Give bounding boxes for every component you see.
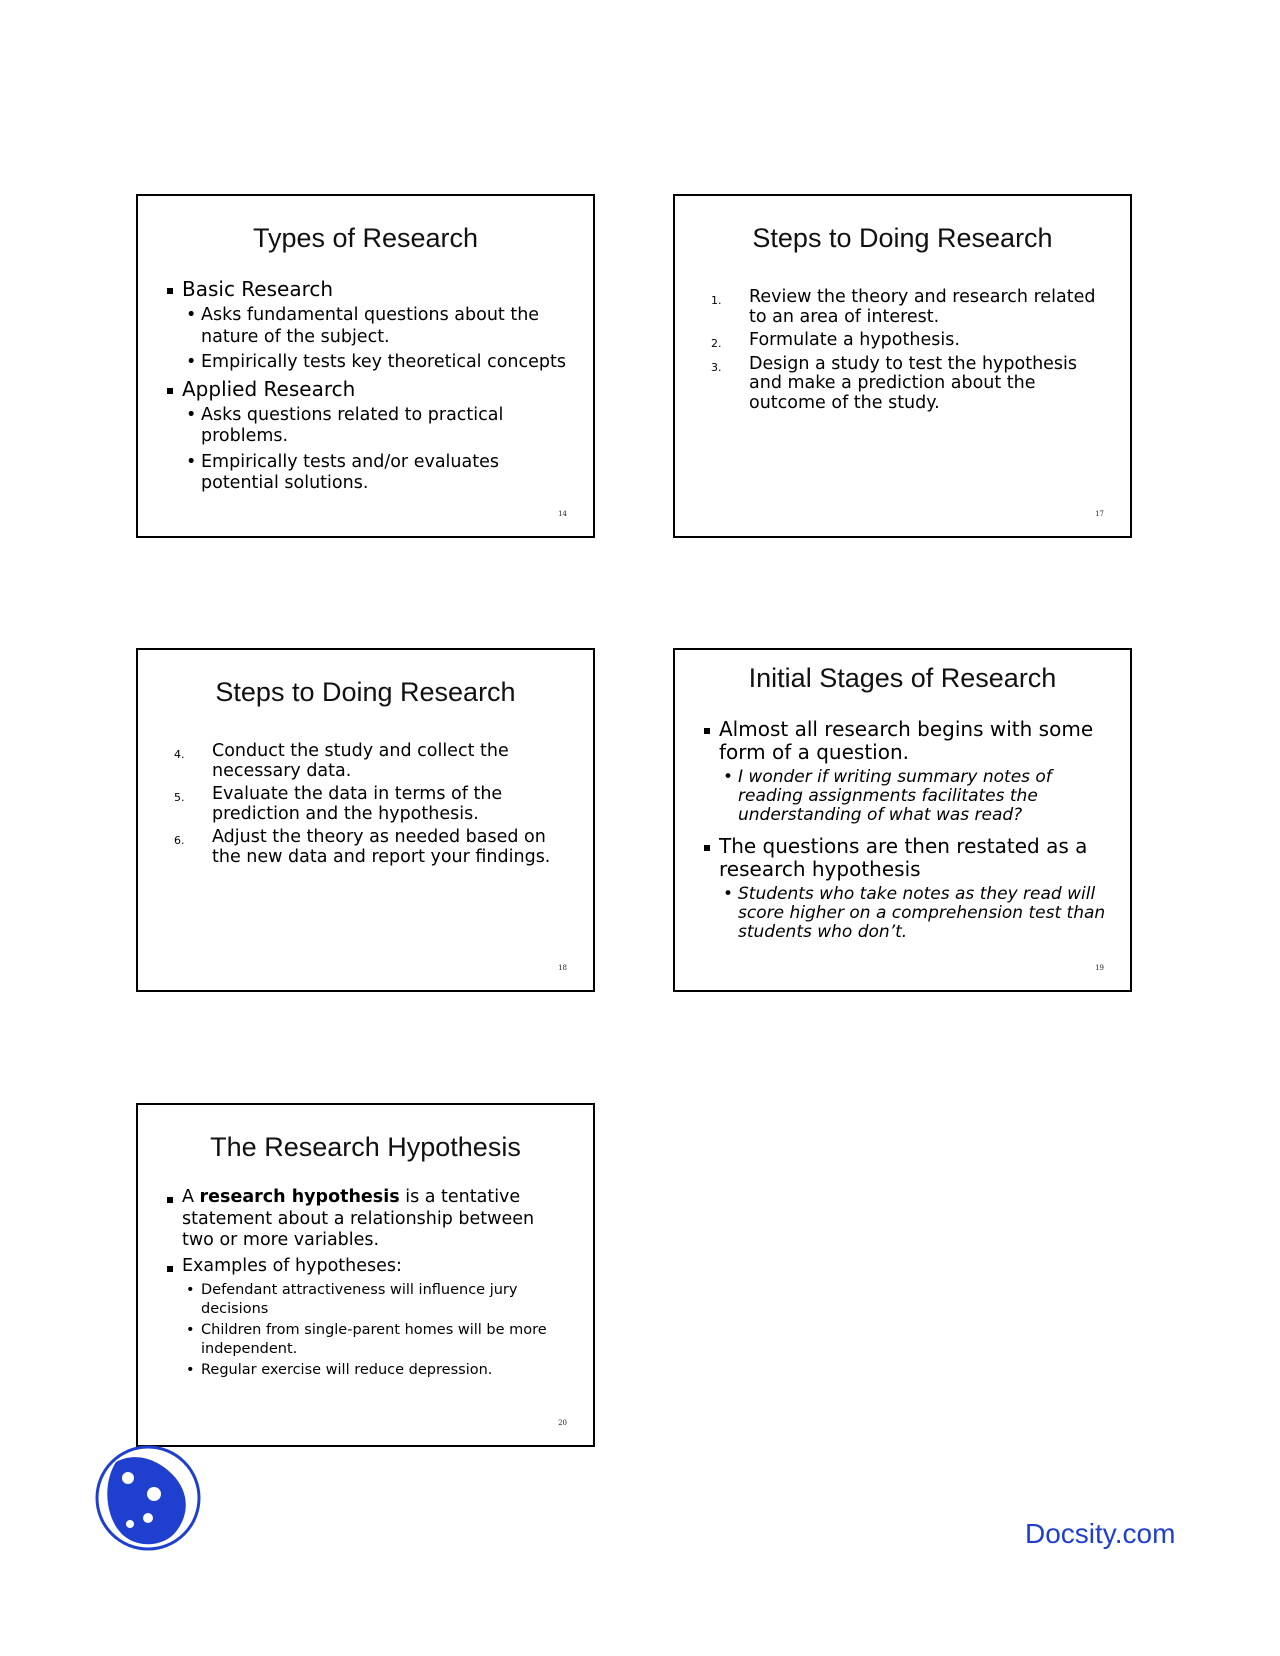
- slide-title: The Research Hypothesis: [210, 1132, 521, 1162]
- sub-bullet: • Empirically tests key theoretical concepts: [164, 352, 569, 374]
- bullet-restated: The questions are then restated as a research hypothesis: [701, 835, 1106, 881]
- docsity-brand-link[interactable]: Docsity.com: [1025, 1518, 1176, 1549]
- slide-number: 17: [1095, 510, 1104, 518]
- slide-types-of-research: [136, 194, 595, 538]
- step-item: [701, 331, 1106, 351]
- step-text: Formulate a hypothesis.: [749, 330, 960, 350]
- slide-steps-1: [673, 194, 1132, 538]
- slide-steps-2: [136, 648, 595, 992]
- bullet-examples: Examples of hypotheses:: [164, 1256, 569, 1278]
- slide-title: Steps to Doing Research: [752, 223, 1053, 253]
- bullet-question: Almost all research begins with some form of a question.: [701, 718, 1106, 764]
- example-item: • Children from single-parent homes will be more independent.: [164, 1321, 569, 1358]
- step-number: 6.: [174, 834, 185, 847]
- bullet-basic-research: Basic Research: [164, 278, 569, 301]
- step-text: Review the theory and research related to an area of interest.: [749, 287, 1096, 327]
- slide-title: Initial Stages of Research: [748, 663, 1057, 693]
- definition-rest: is a tentative statement about a relationship between two or more variables.: [182, 1187, 535, 1250]
- step-item: [164, 828, 569, 867]
- step-text: Evaluate the data in terms of the prediction and the hypothesis.: [212, 784, 503, 824]
- bullet-definition: [164, 1187, 569, 1252]
- step-number: 2.: [711, 337, 722, 350]
- docsity-logo-icon: [94, 1444, 202, 1552]
- step-item: [164, 742, 569, 781]
- slide-title: Types of Research: [252, 223, 479, 253]
- sub-bullet: • Asks questions related to practical problems.: [164, 405, 569, 448]
- slide-title: Steps to Doing Research: [215, 677, 516, 707]
- slide-number: 19: [1095, 964, 1104, 972]
- example-item: • Regular exercise will reduce depression.: [164, 1361, 569, 1380]
- step-number: 3.: [711, 360, 722, 374]
- sub-bullet: • Asks fundamental questions about the nature of the subject.: [164, 305, 569, 348]
- step-text: Adjust the theory as needed based on the new data and report your findings.: [212, 827, 551, 867]
- step-number: 5.: [174, 791, 185, 804]
- step-number: 1.: [711, 294, 722, 307]
- bullet-applied-research: Applied Research: [164, 378, 569, 401]
- slide-number: 18: [558, 964, 567, 972]
- slide-initial-stages: [673, 648, 1132, 992]
- step-number: 4.: [174, 748, 185, 761]
- step-item: [701, 355, 1106, 414]
- definition-prefix: A: [182, 1187, 200, 1207]
- step-item: [164, 785, 569, 824]
- step-text: Conduct the study and collect the necessary data.: [212, 741, 509, 781]
- step-item: [701, 288, 1106, 327]
- sub-bullet: • Empirically tests and/or evaluates potential solutions.: [164, 452, 569, 495]
- slide-number: 14: [558, 510, 567, 518]
- definition-term: research hypothesis: [199, 1187, 400, 1207]
- step-text: Design a study to test the hypothesis and make a prediction about the outcome of the study.: [749, 353, 1078, 413]
- slide-number: 20: [558, 1419, 567, 1427]
- sub-bullet-example: • I wonder if writing summary notes of reading assignments facilitates the understanding of what was read?: [701, 768, 1106, 825]
- slide-research-hypothesis: [136, 1103, 595, 1447]
- sub-bullet-example: • Students who take notes as they read will score higher on a comprehension test than students who don’t.: [701, 885, 1106, 942]
- example-item: • Defendant attractiveness will influence jury decisions: [164, 1281, 569, 1318]
